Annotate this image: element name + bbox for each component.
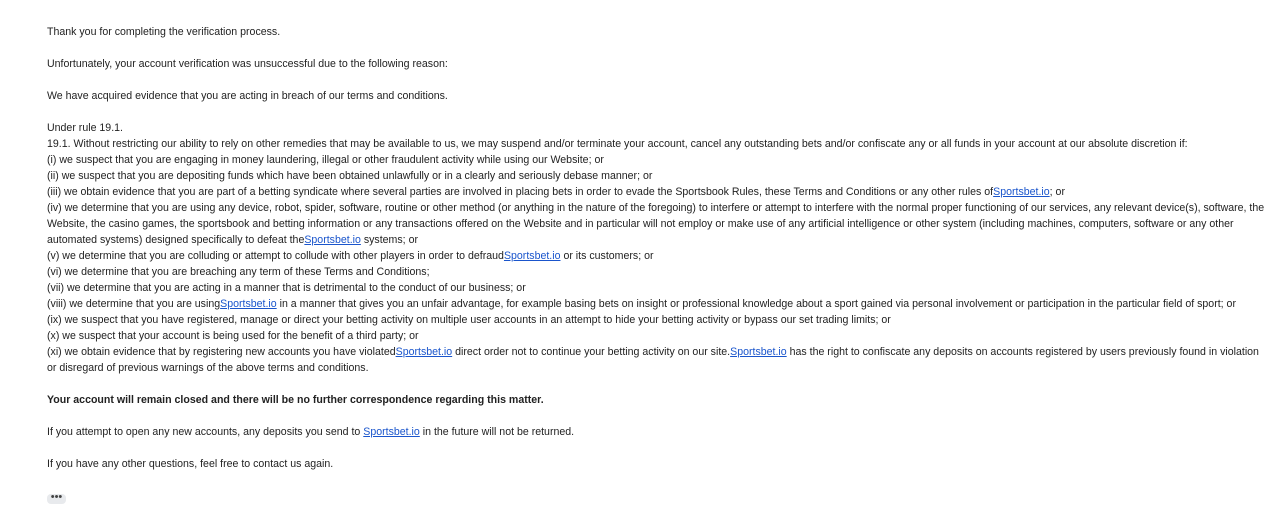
- sportsbet-link[interactable]: Sportsbet.io: [363, 426, 420, 438]
- rule-item-viii: [47, 296, 1269, 312]
- unsuccessful-paragraph: Unfortunately, your account verification was unsuccessful due to the following reason:: [47, 58, 448, 70]
- sportsbet-link[interactable]: Sportsbet.io: [993, 186, 1050, 198]
- sportsbet-link[interactable]: Sportsbet.io: [503, 250, 561, 262]
- rule-item-v-tail: or its customers; or: [560, 250, 654, 262]
- rule-19-1-block: [47, 120, 1269, 376]
- rule-item-viii-tail: in a manner that gives you an unfair advantage, for example basing bets on insight or professional knowledge about a sport gained via personal involvement or participation in the particular field of sport; or: [276, 298, 1236, 310]
- sportsbet-link[interactable]: Sportsbet.io: [395, 346, 453, 358]
- rule-heading: Under rule 19.1.: [47, 122, 123, 134]
- thank-you-paragraph: Thank you for completing the verification process.: [47, 26, 281, 38]
- rule-item-iii: [47, 184, 1269, 200]
- contact-paragraph: If you have any other questions, feel free to contact us again.: [47, 458, 334, 470]
- rule-item-xi-tail: has the right to confiscate any deposits on accounts registered by users previously found in violation or disregard of previous warnings of the above terms and conditions.: [47, 346, 1259, 374]
- sportsbet-link[interactable]: Sportsbet.io: [304, 234, 361, 246]
- sportsbet-link[interactable]: Sportsbet.io: [220, 298, 277, 310]
- new-accounts-tail: in the future will not be returned.: [419, 426, 575, 438]
- sportsbet-link[interactable]: Sportsbet.io: [730, 346, 787, 358]
- rule-item-v: [47, 248, 1269, 264]
- show-trimmed-content-button[interactable]: •••: [47, 494, 66, 504]
- rule-item-xi-middle: direct order not to continue your betting activity on our site.: [452, 346, 731, 358]
- rule-item-ix: (ix) we suspect that you have registered, manage or direct your betting activity on multiple user accounts in an attempt to hide your betting activity or bypass our set trading limits; or: [47, 314, 891, 326]
- email-body: [47, 24, 1269, 505]
- rule-item-ii: (ii) we suspect that you are depositing funds which have been obtained unlawfully or in a clearly and seriously debase manner; or: [47, 170, 653, 182]
- rule-item-iii-text: (iii) we obtain evidence that you are part of a betting syndicate where several parties are involved in placing bets in order to evade the Sportsbook Rules, these Terms and Conditions or any other rules of: [47, 186, 994, 198]
- rule-item-iv: [47, 200, 1269, 248]
- rule-item-iii-tail: ; or: [1049, 186, 1065, 198]
- rule-item-xi: [47, 344, 1269, 376]
- rule-item-iv-tail: systems; or: [360, 234, 418, 246]
- new-accounts-paragraph: [47, 424, 1269, 440]
- rule-intro: 19.1. Without restricting our ability to rely on other remedies that may be available to us, we may suspend and/or terminate your account, cancel any outstanding bets and/or confiscate any or all funds in your account at our absolute discretion if:: [47, 138, 1188, 150]
- rule-item-viii-text: (viii) we determine that you are using: [47, 298, 221, 310]
- breach-paragraph: We have acquired evidence that you are acting in breach of our terms and conditions.: [47, 90, 448, 102]
- rule-item-vii: (vii) we determine that you are acting in a manner that is detrimental to the conduct of our business; or: [47, 282, 526, 294]
- rule-item-vi: (vi) we determine that you are breaching any term of these Terms and Conditions;: [47, 266, 430, 278]
- rule-item-i: (i) we suspect that you are engaging in money laundering, illegal or other fraudulent activity while using our Website; or: [47, 154, 604, 166]
- rule-item-xi-text: (xi) we obtain evidence that by registering new accounts you have violated: [47, 346, 396, 358]
- rule-item-iv-text: (iv) we determine that you are using any device, robot, spider, software, routine or other method (or anything in the nature of the foregoing) to interfere or attempt to interfere with the normal proper functioning of our services, any relevant device(s), software, the Website, the casino games, the sportsbook and betting information or any transactions offered on the Website and in particular will not employ or make use of any artificial intelligence or other system (including machines, computers, software or any other automated systems) designed specifically to defeat the: [47, 202, 1265, 246]
- rule-item-x: (x) we suspect that your account is being used for the benefit of a third party; or: [47, 330, 419, 342]
- new-accounts-text: If you attempt to open any new accounts, any deposits you send to: [47, 426, 361, 438]
- rule-item-v-text: (v) we determine that you are colluding or attempt to collude with other players in order to defraud: [47, 250, 504, 262]
- account-closed-notice: Your account will remain closed and there will be no further correspondence regarding this matter.: [47, 394, 544, 406]
